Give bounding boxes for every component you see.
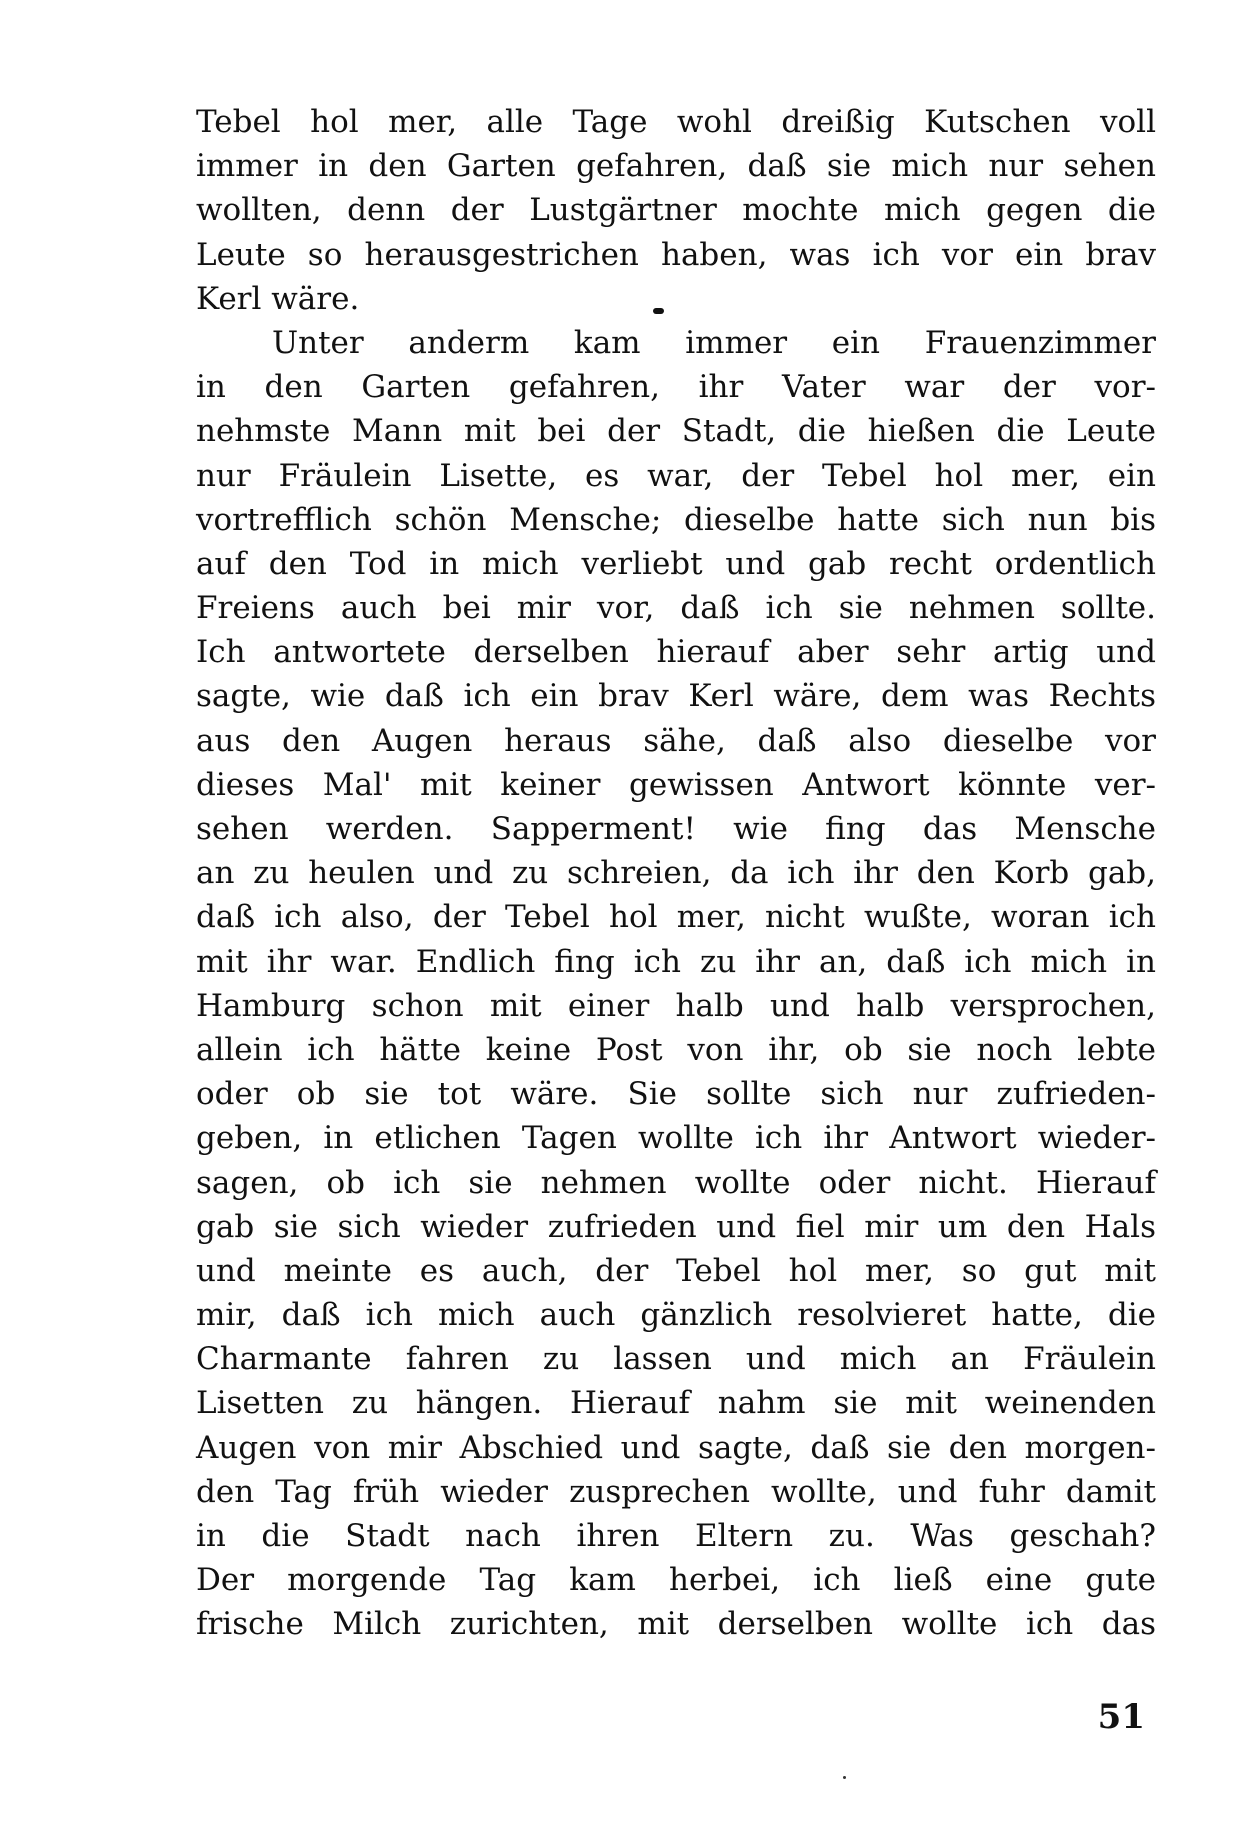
text-line: Charmante fahren zu lassen und mich an Fräulein (196, 1341, 1156, 1378)
text-line: nur Fräulein Lisette, es war, der Tebel hol mer, ein (196, 457, 1156, 494)
text-line: Augen von mir Abschied und sagte, daß sie den morgen- (196, 1429, 1156, 1466)
text-line: in die Stadt nach ihren Eltern zu. Was geschah? (196, 1518, 1156, 1554)
paragraph-start-line: Unter anderm kam immer ein Frauenzimmer (272, 324, 1156, 361)
text-line: an zu heulen und zu schreien, da ich ihr den Korb gab, (196, 855, 1156, 892)
text-line: daß ich also, der Tebel hol mer, nicht wußte, woran ich (196, 899, 1156, 936)
text-line: aus den Augen heraus sähe, daß also dieselbe vor (196, 722, 1156, 759)
page-number: 51 (1097, 1697, 1145, 1737)
text-line: Tebel hol mer, alle Tage wohl dreißig Kutschen voll (196, 104, 1156, 140)
text-line: Der morgende Tag kam herbei, ich ließ eine gute (196, 1562, 1156, 1599)
text-line: Freiens auch bei mir vor, daß ich sie nehmen sollte. (196, 590, 1156, 627)
text-line: Kerl wäre. (196, 280, 360, 317)
text-line: mir, daß ich mich auch gänzlich resolvieret hatte, die (196, 1297, 1156, 1334)
text-line: wollten, denn der Lustgärtner mochte mich gegen die (196, 192, 1156, 229)
text-line: in den Garten gefahren, ihr Vater war der vor- (196, 369, 1156, 406)
text-line: und meinte es auch, der Tebel hol mer, so gut mit (196, 1252, 1156, 1289)
text-line: mit ihr war. Endlich fing ich zu ihr an, daß ich mich in (196, 943, 1156, 980)
ink-dot (843, 1776, 846, 1779)
text-line: frische Milch zurichten, mit derselben wollte ich das (196, 1606, 1156, 1643)
text-line: nehmste Mann mit bei der Stadt, die hießen die Leute (196, 413, 1156, 450)
text-line: sagen, ob ich sie nehmen wollte oder nicht. Hierauf (196, 1164, 1156, 1201)
text-line: Leute so herausgestrichen haben, was ich vor ein brav (196, 236, 1156, 273)
text-line: auf den Tod in mich verliebt und gab recht ordentlich (196, 545, 1156, 582)
text-line: sehen werden. Sapperment! wie fing das Mensche (196, 811, 1156, 847)
text-line: Ich antwortete derselben hierauf aber sehr artig und (196, 634, 1156, 671)
ink-speck (653, 308, 664, 314)
text-line: sagte, wie daß ich ein brav Kerl wäre, dem was Rechts (196, 678, 1156, 715)
text-line: oder ob sie tot wäre. Sie sollte sich nur zufrieden- (196, 1076, 1156, 1113)
text-line: den Tag früh wieder zusprechen wollte, und fuhr damit (196, 1473, 1156, 1510)
text-line: allein ich hätte keine Post von ihr, ob sie noch lebte (196, 1031, 1156, 1068)
text-line: dieses Mal' mit keiner gewissen Antwort könnte ver- (196, 766, 1156, 803)
body-text (196, 100, 1156, 1647)
text-line: geben, in etlichen Tagen wollte ich ihr Antwort wieder- (196, 1120, 1156, 1157)
text-line: immer in den Garten gefahren, daß sie mich nur sehen (196, 148, 1156, 185)
text-line: Lisetten zu hängen. Hierauf nahm sie mit weinenden (196, 1385, 1156, 1422)
text-line: vortrefflich schön Mensche; dieselbe hatte sich nun bis (196, 501, 1156, 538)
text-line: Hamburg schon mit einer halb und halb versprochen, (196, 987, 1156, 1024)
text-line: gab sie sich wieder zufrieden und fiel mir um den Hals (196, 1208, 1156, 1245)
